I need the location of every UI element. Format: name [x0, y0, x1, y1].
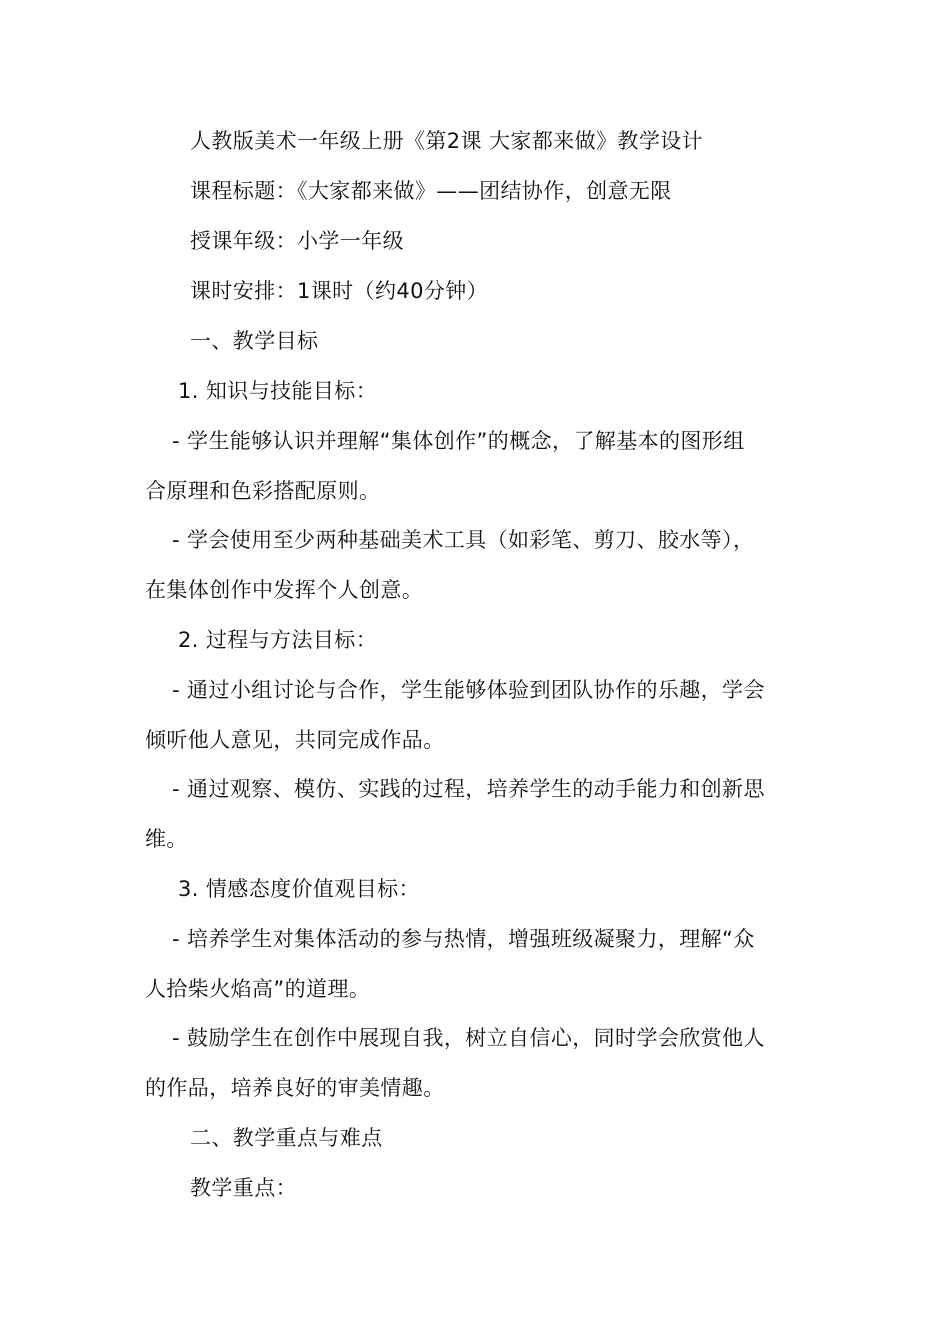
paragraph-line: - 通过观察、模仿、实践的过程，培养学生的动手能力和创新思 — [172, 777, 765, 801]
paragraph-line: 合原理和色彩搭配原则。 — [145, 479, 381, 503]
paragraph-line: 维。 — [145, 827, 188, 851]
section-heading-objectives: 一、教学目标 — [190, 329, 319, 353]
paragraph-line: 倾听他人意见，共同完成作品。 — [145, 728, 445, 752]
goal-heading-attitude: 3. 情感态度价值观目标： — [178, 877, 420, 901]
section-heading-key-points: 二、教学重点与难点 — [190, 1126, 383, 1150]
paragraph-line: - 学会使用至少两种基础美术工具（如彩笔、剪刀、胶水等）， — [172, 528, 755, 552]
goal-heading-knowledge: 1. 知识与技能目标： — [178, 379, 378, 403]
course-title: 课程标题：《大家都来做》——团结协作，创意无限 — [190, 179, 672, 203]
grade-info: 授课年级：小学一年级 — [190, 229, 404, 253]
key-points-label: 教学重点： — [190, 1176, 297, 1200]
paragraph-line: - 鼓励学生在创作中展现自我，树立自信心，同时学会欣赏他人 — [172, 1026, 765, 1050]
document-title: 人教版美术一年级上册《第2课 大家都来做》教学设计 — [190, 129, 704, 153]
paragraph-line: - 培养学生对集体活动的参与热情，增强班级凝聚力，理解“众 — [172, 927, 755, 951]
schedule-info: 课时安排：1课时（约40分钟） — [190, 279, 489, 303]
paragraph-line: 的作品，培养良好的审美情趣。 — [145, 1076, 445, 1100]
paragraph-line: 在集体创作中发挥个人创意。 — [145, 578, 424, 602]
paragraph-line: - 通过小组讨论与合作，学生能够体验到团队协作的乐趣，学会 — [172, 678, 765, 702]
paragraph-line: 人拾柴火焰高”的道理。 — [145, 977, 371, 1001]
paragraph-line: - 学生能够认识并理解“集体创作”的概念，了解基本的图形组 — [172, 429, 745, 453]
goal-heading-process: 2. 过程与方法目标： — [178, 628, 378, 652]
